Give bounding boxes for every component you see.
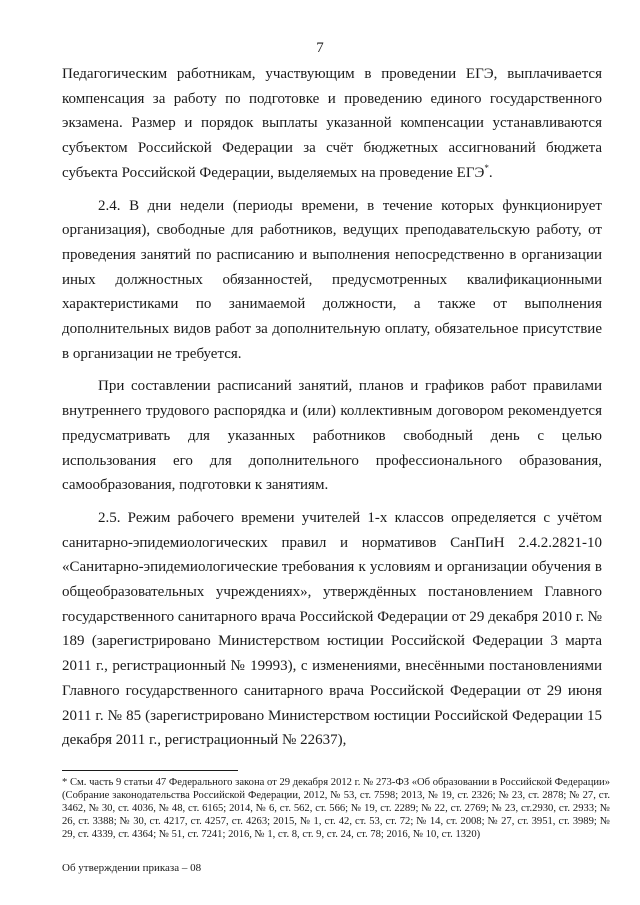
body-text [62,62,602,753]
paragraph-schedule: При составлении расписаний занятий, планов и графиков работ правилами внутреннего трудового распорядка и (или) коллективным договором рекомендуется предусматривать для указанных работников свободный день с целью использования его для дополнительного профессионального образования, самообразования, подготовки к занятиям. [62,378,602,494]
paragraph-ege-compensation: Педагогическим работникам, участвующим в проведении ЕГЭ, выплачивается компенсация за работу по подготовке и проведению единого государственного экзамена. Размер и порядок выплаты указанной компенсации устанавливаются субъектом Российской Федерации за счёт бюджетных ассигнований бюджета субъекта Российской Федерации, выделяемых на проведение ЕГЭ*. [62,66,602,181]
paragraph-2-5: 2.5. Режим рабочего времени учителей 1-х классов определяется с учётом санитарно-эпидемиологических правил и нормативов СанПиН 2.4.2.2821-10 «Санитарно-эпидемиологические требования к условиям и организации обучения в общеобразовательных учреждениях», утверждённых постановлением Главного государственного санитарного врача Российской Федерации от 29 декабря 2010 г. № 189 (зарегистрировано Министерством юстиции Российской Федерации 3 марта 2011 г., регистрационный № 19993), с изменениями, внесёнными постановлениями Главного государственного санитарного врача Российской Федерации от 29 июня 2011 г. № 85 (зарегистрировано Министерством юстиции Российской Федерации 15 декабря 2011 г., регистрационный № 22637), [62,509,602,749]
footnote-mark: * [484,162,489,173]
page-number: 7 [316,40,324,56]
footer-note: Об утверждении приказа – 08 [62,862,202,874]
paragraph-2-4: 2.4. В дни недели (периоды времени, в течение которых функционирует организация), свободные для работников, ведущих преподавательскую работу, от проведения занятий по расписанию и выполнения непосредственно в организации иных должностных обязанностей, предусмотренных квалификационными характеристиками по занимаемой должности, а также от выполнения дополнительных видов работ за дополнительную оплату, обязательное присутствие в организации не требуется. [62,197,602,362]
footnote-divider [62,770,238,771]
paragraph-text: Педагогическим работникам, участвующим в проведении ЕГЭ, выплачивается компенсация за работу по подготовке и проведению единого государственного экзамена. Размер и порядок выплаты указанной компенсации устанавливаются субъектом Российской Федерации за счёт бюджетных ассигнований бюджета субъекта Российской Федерации, выделяемых на проведение ЕГЭ [62,66,602,181]
footnote: * См. часть 9 статьи 47 Федерального закона от 29 декабря 2012 г. № 273-ФЗ «Об образовании в Российской Федерации» (Собрание законодательства Российской Федерации, 2012, № 53, ст. 7598; 2013, № 19, ст. 2326; № 23, ст. 2878; № 27, ст. 3462, № 30, ст. 4036, № 48, ст. 6165; 2014, № 6, ст. 562, ст. 566; № 19, ст. 2289; № 22, ст. 2769; № 23, ст.2930, ст. 2933; № 26, ст. 3388; № 30, ст. 4217, ст. 4257, ст. 4263; 2015, № 1, ст. 42, ст. 53, ст. 72; № 14, ст. 2008; № 27, ст. 3951, ст. 3989; № 29, ст. 4339, ст. 4364; № 51, ст. 7241; 2016, № 1, ст. 8, ст. 9, ст. 24, ст. 78; 2016, № 10, ст. 1320) [62,777,610,840]
